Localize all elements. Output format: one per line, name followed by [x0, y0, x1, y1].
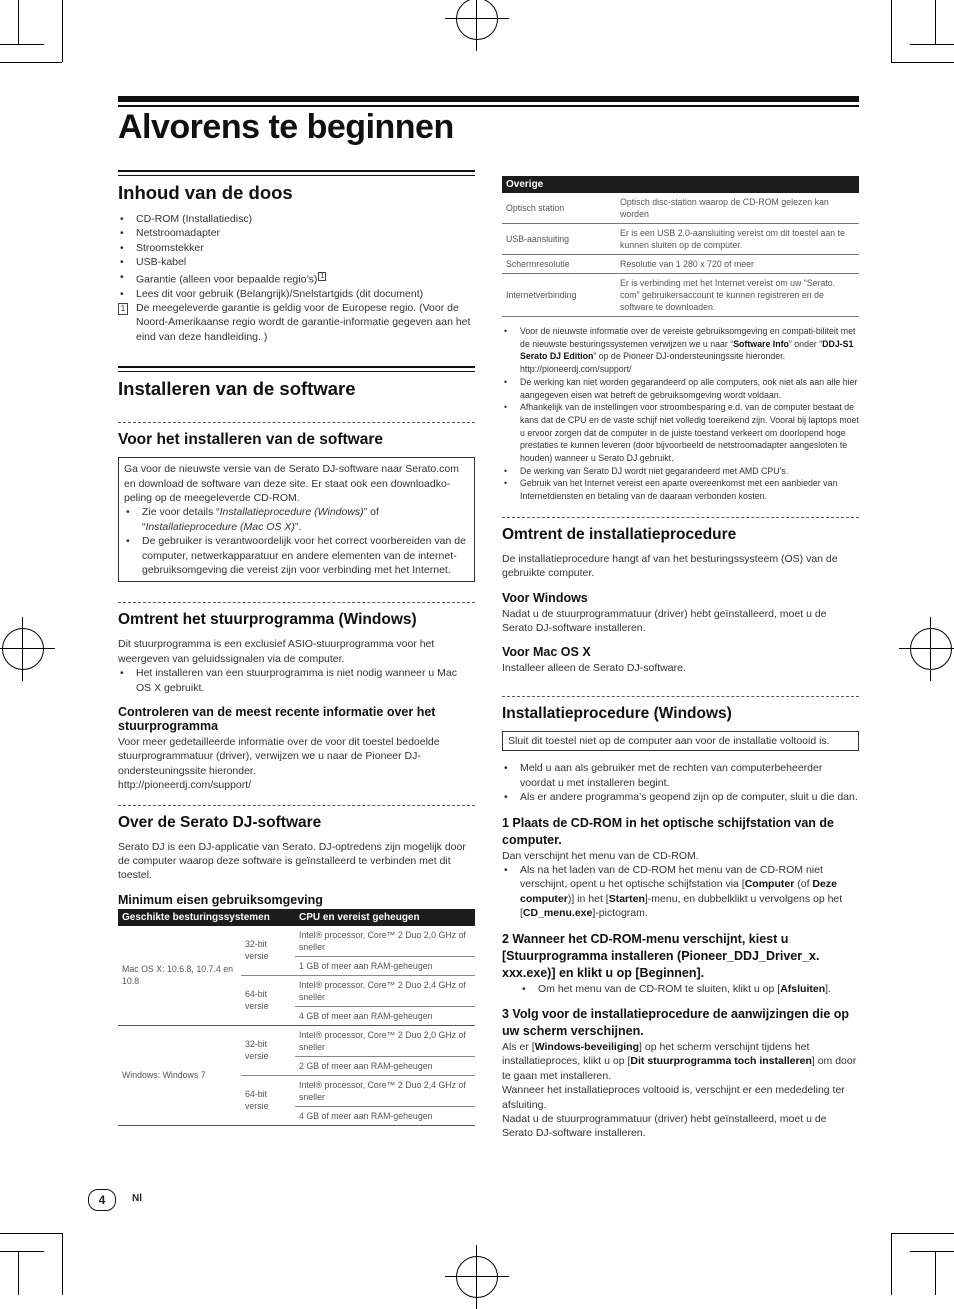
text: ” op de Pioneer DJ-ondersteuningssite hieronder. [593, 351, 786, 362]
crop-mark [62, 0, 63, 62]
crop-mark [910, 44, 954, 45]
dashed-rule [118, 805, 475, 806]
list-item: • Lees dit voor gebruik (Belangrijk)/Snelstartgids (dit document) [118, 287, 475, 301]
bold-text: Afsluiten [780, 982, 826, 995]
list-item: • De werking van Serato DJ wordt niet gegarandeerd met AMD CPU’s. [502, 465, 859, 478]
notes-list [502, 325, 859, 503]
dashed-rule [502, 517, 859, 518]
box-contents-list [118, 212, 475, 301]
crop-mark [935, 1251, 936, 1295]
ram-cell: 2 GB of meer aan RAM-geheugen [295, 1056, 475, 1075]
info-box [118, 457, 475, 582]
crop-mark [0, 62, 62, 63]
registration-mark-icon [2, 628, 44, 670]
list-item: • Afhankelijk van de instellingen voor stroombesparing e.d. van de computer bestaat de kans dat de CPU en de vaste schijf niet volledig toereikend zijn. Vooral bij laptops moet u ervoor zorgen dat de computer in de juiste toestand verkeert om doorlopend hoge prestaties te kunnen leveren (door bijvoorbeeld de netstroomadapter aangesloten te houden) wanneer u Serato DJ gebruikt. [502, 401, 859, 465]
bold-text: Software Info [733, 338, 789, 349]
text: ” onder “ [788, 338, 823, 349]
list-item [502, 325, 859, 376]
other-requirements-table [502, 176, 859, 317]
paragraph: Serato DJ is een DJ-applicatie van Serato. DJ-optredens zijn mogelijk door de computer waarop deze software is geïnstalleerd te verbinden met dit toestel. [118, 840, 466, 882]
text: Zie voor details “ [142, 506, 220, 519]
list-item [118, 270, 475, 287]
paragraph: Installeer alleen de Serato DJ-software. [502, 662, 686, 675]
bold-text: DDJ-S1 Serato DJ Edition [520, 338, 854, 362]
cpu-cell: Intel® processor, Core™ 2 Duo 2,0 GHz of sneller [295, 926, 475, 957]
sub-heading-mac: Voor Mac OS X [502, 645, 591, 660]
step-1-heading: 1 Plaats de CD-ROM in het optische schijfstation van de computer. [502, 815, 835, 847]
crop-mark [891, 0, 892, 62]
paragraph: Dit stuurprogramma is een exclusief ASIO-stuurprogramma voor het weergeven van geluidssignalen via de computer. [118, 638, 435, 665]
crop-mark [18, 0, 19, 44]
right-column [502, 176, 859, 1141]
text: ]-pictogram. [592, 907, 648, 920]
list-item: • Netstroomadapter [118, 226, 475, 240]
paragraph: Dan verschijnt het menu van de CD-ROM. [502, 849, 699, 862]
crop-mark [891, 1233, 892, 1295]
paragraph: Nadat u de stuurprogrammatuur (driver) hebt geïnstalleerd, moet u de Serato DJ-software installeren. [502, 1112, 827, 1140]
footnote-marker: 1 [320, 272, 325, 280]
subsection-heading-procedure: Omtrent de installatieprocedure [502, 525, 737, 543]
dashed-rule [118, 602, 475, 603]
os-cell: Mac OS X: 10.6.8, 10.7.4 en 10.8 [118, 926, 241, 1026]
list-item: • Meld u aan als gebruiker met de rechten van computerbeheerder voordat u met installeren begint. [502, 761, 859, 790]
language-code: Nl [132, 1193, 142, 1204]
table-value: Resolutie van 1 280 x 720 of meer [616, 255, 859, 274]
text: Om het menu van de CD-ROM te sluiten, klikt u op [ [538, 982, 781, 995]
list-item: • Als er andere programma’s geopend zijn op de computer, sluit u die dan. [502, 790, 859, 804]
list-item [124, 505, 469, 534]
list-item [502, 863, 859, 921]
text: Als er [ [502, 1040, 535, 1053]
crop-mark [935, 0, 936, 44]
left-column [118, 170, 475, 1126]
footnote-number: 1 [118, 303, 128, 315]
list-item: • De gebruiker is verantwoordelijk voor het correct voorbereiden van de computer, netwerkapparatuur en andere elementen van de internet-gebruiksomgeving die vereist zijn voor verbinding met het Internet. [124, 534, 469, 577]
crop-mark [0, 1251, 44, 1252]
bits-cell: 32-bit versie [241, 926, 295, 976]
bold-text: Windows-beveiliging [534, 1040, 640, 1053]
list-item: • De werking kan niet worden gegarandeerd op alle computers, ook niet als aan alle hier aangegeven eisen wat betreft de gebruiksomgeving wordt voldaan. [502, 376, 859, 401]
section-rule [118, 170, 475, 176]
footnote [118, 301, 475, 344]
ram-cell: 4 GB of meer aan RAM-geheugen [295, 1106, 475, 1125]
list-item-text: Garantie (alleen voor bepaalde regio’s) [136, 273, 318, 286]
text: ]. [825, 982, 831, 995]
bold-text: Computer [744, 878, 795, 891]
support-url-link[interactable]: http://pioneerdj.com/support/ [520, 364, 632, 375]
sub-heading-requirements: Minimum eisen gebruiksomgeving [118, 892, 323, 907]
text: ” of “ [142, 506, 379, 533]
crop-mark [910, 1251, 954, 1252]
bits-cell: 64-bit versie [241, 975, 295, 1025]
table-key: Internetverbinding [502, 274, 616, 317]
crop-mark [18, 1251, 19, 1295]
list-item: • CD-ROM (Installatiedisc) [118, 212, 475, 226]
crop-mark [0, 1233, 62, 1234]
paragraph: Wanneer het installatieproces voltooid is, verschijnt er een mededeling ter afsluiting. [502, 1084, 845, 1111]
support-url-link[interactable]: http://pioneerdj.com/support/ [118, 779, 252, 792]
list-item [520, 982, 859, 996]
paragraph: Voor meer gedetailleerde informatie over de voor dit toestel bedoelde stuurprogrammatuur (driver), verwijzen we u naar de Pioneer DJ-ondersteuningssite hieronder. [118, 736, 440, 777]
registration-mark-icon [456, 0, 498, 40]
crop-mark [0, 44, 44, 45]
list-item: • USB-kabel [118, 255, 475, 269]
warning-text: Sluit dit toestel niet op de computer aan voor de installatie voltooid is. [508, 734, 830, 747]
footnote-text: De meegeleverde garantie is geldig voor de Europese regio. (Voor de Noord-Amerikaanse regio wordt de garantie-informatie gegeven aan het eind van deze handleiding. ) [136, 301, 471, 343]
warning-box [502, 731, 859, 751]
table-key: Optisch station [502, 193, 616, 224]
title-rule [118, 96, 859, 107]
info-box-text: Ga voor de nieuwste versie van de Serato DJ-software naar Serato.com en download de software van deze site. Er staat ook een downloadko-peling op de meegeleverde CD-ROM. [124, 463, 459, 504]
text: Als na het laden van de CD-ROM het menu van de CD-ROM niet verschijnt, opent u het optische schijfstation via [ [520, 863, 823, 891]
section-rule [118, 366, 475, 372]
cpu-cell: Intel® processor, Core™ 2 Duo 2,0 GHz of sneller [295, 1025, 475, 1056]
table-value: Optisch disc-station waarop de CD-ROM gelezen kan worden [616, 193, 859, 224]
text: )] in het [ [567, 892, 609, 905]
table-header: Overige [502, 176, 859, 193]
sub-heading-windows: Voor Windows [502, 590, 588, 605]
text: Voor de nieuwste informatie over de vereiste gebruiksomgeving en compati-biliteit met de nieuwste besturingssystemen verwijzen we u naar “ [520, 326, 856, 349]
bold-text: Dit stuurprogramma toch installeren [630, 1055, 812, 1068]
text: ]-menu, en dubbelklikt u vervolgens op het [ [520, 892, 843, 920]
ram-cell: 1 GB of meer aan RAM-geheugen [295, 956, 475, 975]
subsection-heading-driver: Omtrent het stuurprogramma (Windows) [118, 611, 417, 629]
table-value: Er is een USB 2.0-aansluiting vereist om dit toestel aan te kunnen sluiten op de computer. [616, 224, 859, 255]
table-header: Geschikte besturingssystemen [118, 909, 295, 926]
cpu-cell: Intel® processor, Core™ 2 Duo 2,4 GHz of sneller [295, 1075, 475, 1106]
bits-cell: 32-bit versie [241, 1025, 295, 1075]
table-key: USB-aansluiting [502, 224, 616, 255]
bold-text: Deze computer [520, 878, 837, 905]
crop-mark [891, 1233, 954, 1234]
dashed-rule [118, 422, 475, 423]
link-install-mac[interactable]: Installatieprocedure (Mac OS X) [145, 520, 295, 533]
registration-mark-icon [456, 1256, 498, 1298]
step-2-heading: 2 Wanneer het CD-ROM-menu verschijnt, kiest u [Stuurprogramma installeren (Pioneer_DDJ_Driver_x. xxx.exe)] en klikt u op [Beginnen]. [502, 931, 820, 980]
subsection-heading-serato: Over de Serato DJ-software [118, 813, 322, 831]
list-item: • Stroomstekker [118, 241, 475, 255]
step-3-heading: 3 Volg voor de installatieprocedure de aanwijzingen die op uw scherm verschijnen. [502, 1006, 850, 1038]
table-header: CPU en vereist geheugen [295, 909, 475, 926]
list-item: • Gebruik van het Internet vereist een aparte overeenkomst met een aanbieder van Internetdiensten en betaling van de daaraan verbonden kosten. [502, 477, 859, 502]
bold-text: CD_menu.exe [522, 907, 593, 920]
page-number: 4 [88, 1189, 116, 1211]
registration-mark-icon [910, 628, 952, 670]
requirements-table [118, 909, 475, 1126]
text: ] om door te gaan met installeren. [502, 1055, 857, 1082]
text: ] op het scherm verschijnt tijdens het installatieproces, klikt u op [ [502, 1040, 810, 1068]
text: (of [794, 878, 813, 891]
cpu-cell: Intel® processor, Core™ 2 Duo 2,4 GHz of sneller [295, 975, 475, 1006]
list-item: • Het installeren van een stuurprogramma is niet nodig wanneer u Mac OS X gebruikt. [118, 666, 475, 695]
link-install-windows[interactable]: Installatieprocedure (Windows) [219, 506, 364, 519]
os-cell: Windows: Windows 7 [118, 1025, 241, 1125]
text: ”. [294, 520, 302, 533]
table-key: Schermresolutie [502, 255, 616, 274]
page-title: Alvorens te beginnen [118, 108, 454, 146]
bold-text: Starten [608, 892, 645, 905]
crop-mark [891, 62, 954, 63]
section-heading-software: Installeren van de software [118, 378, 356, 400]
dashed-rule [502, 696, 859, 697]
crop-mark [62, 1233, 63, 1295]
subsection-heading-voor: Voor het installeren van de software [118, 431, 384, 449]
table-value: Er is verbinding met het Internet vereist om uw “Serato. com” gebruikersaccount te kunnen registreren en de software te downloaden. [616, 274, 859, 317]
paragraph: Nadat u de stuurprogrammatuur (driver) hebt geïnstalleerd, moet u de Serato DJ-software installeren. [502, 607, 827, 635]
subsection-heading-win-install: Installatieprocedure (Windows) [502, 704, 732, 722]
bits-cell: 64-bit versie [241, 1075, 295, 1125]
paragraph [502, 1040, 859, 1083]
sub-heading-latest-driver: Controleren van de meest recente informatie over het stuurprogramma [118, 705, 436, 734]
section-heading-inhoud: Inhoud van de doos [118, 182, 293, 203]
ram-cell: 4 GB of meer aan RAM-geheugen [295, 1006, 475, 1025]
paragraph: De installatieprocedure hangt af van het besturingssysteem (OS) van de gebruikte computer. [502, 552, 838, 580]
